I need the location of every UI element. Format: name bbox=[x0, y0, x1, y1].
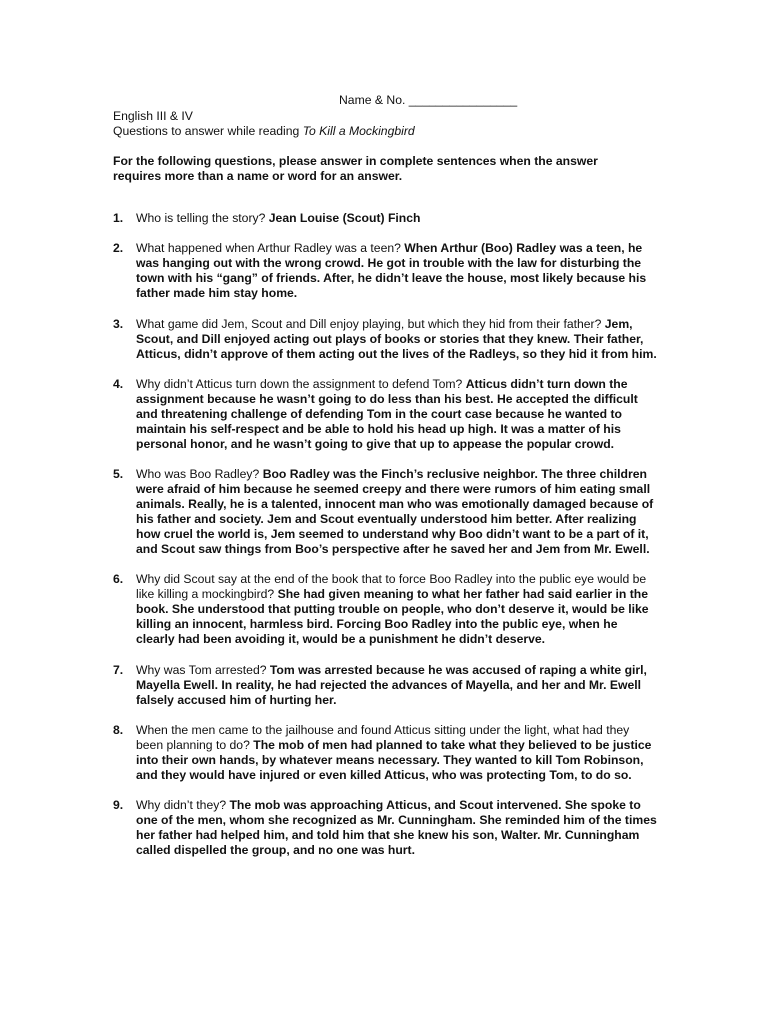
question-number: 1. bbox=[113, 211, 124, 225]
question-text: Who was Boo Radley? bbox=[136, 467, 263, 481]
answer-text: Boo Radley was the Finch’s reclusive neighbor. The three children were afraid of him because he seemed creepy and there were rumors of him eating small animals. Really, he is a talented, innocent man who was emotionally damaged because of his father and society. Jem and Scout eventually understood him better. After realizing how cruel the world is, Jem seemed to understand why Boo didn’t want to be a part of it, and Scout saw things from Boo’s perspective after he saved her and Jem from Mr. Ewell. bbox=[136, 467, 654, 556]
instructions: For the following questions, please answer in complete sentences when the answer requires more than a name or word for an answer. bbox=[113, 154, 598, 183]
question-number: 3. bbox=[113, 317, 124, 331]
answer-text: Atticus didn’t turn down the assignment because he wasn’t going to do less than his best. He accepted the difficult and threatening challenge of defending Tom in the court case because he wanted to maintain his self-respect and be able to hold his head up high. It was a matter of his personal honor, and he wasn’t going to give that up to appease the popular crowd. bbox=[136, 377, 638, 451]
subtitle-prefix: Questions to answer while reading bbox=[113, 124, 303, 138]
question-number: 4. bbox=[113, 377, 124, 391]
question-item-1 bbox=[113, 211, 658, 226]
question-number: 9. bbox=[113, 798, 124, 812]
answer-text: Jem, Scout, and Dill enjoyed acting out plays of books or stories that they knew. Their father, Atticus, didn’t approve of them acting out the lives of the Radleys, so they hid it from him. bbox=[136, 317, 657, 361]
question-item-6 bbox=[113, 572, 658, 647]
name-and-number-line: Name & No. ________________ bbox=[339, 93, 518, 107]
question-text: When the men came to the jailhouse and found Atticus sitting under the light, what had they been planning to do? bbox=[136, 723, 630, 752]
answer-text: The mob was approaching Atticus, and Scout intervened. She spoke to one of the men, whom she recognized as Mr. Cunningham. She reminded him of the times her father had helped him, and told him that she knew his son, Walter. Mr. Cunningham called dispelled the group, and no one was hurt. bbox=[136, 798, 657, 857]
book-title: To Kill a Mockingbird bbox=[302, 124, 415, 138]
question-item-8 bbox=[113, 723, 658, 783]
question-item-9 bbox=[113, 798, 658, 858]
course-title: English III & IV bbox=[113, 109, 193, 123]
question-item-4 bbox=[113, 377, 658, 452]
question-text: Why was Tom arrested? bbox=[136, 663, 270, 677]
question-item-5 bbox=[113, 467, 658, 557]
answer-text: The mob of men had planned to take what they believed to be justice into their own hands, by whatever means necessary. They wanted to kill Tom Robinson, and they would have injured or even killed Atticus, who was protecting Tom, to do so. bbox=[136, 738, 652, 782]
question-list bbox=[113, 211, 658, 858]
question-item-2 bbox=[113, 241, 658, 301]
answer-text: Tom was arrested because he was accused of raping a white girl, Mayella Ewell. In reality, he had rejected the advances of Mayella, and her and Mr. Ewell falsely accused him of hurting her. bbox=[136, 663, 647, 707]
question-number: 2. bbox=[113, 241, 124, 255]
question-text: What happened when Arthur Radley was a teen? bbox=[136, 241, 405, 255]
question-item-3 bbox=[113, 317, 658, 362]
question-number: 5. bbox=[113, 467, 124, 481]
assignment-subtitle bbox=[113, 124, 415, 139]
question-number: 8. bbox=[113, 723, 124, 737]
question-text: Who is telling the story? bbox=[136, 211, 269, 225]
question-text: What game did Jem, Scout and Dill enjoy playing, but which they hid from their father? bbox=[136, 317, 605, 331]
question-text: Why did Scout say at the end of the book that to force Boo Radley into the public eye would be like killing a mockingbird? bbox=[136, 572, 647, 601]
question-text: Why didn’t Atticus turn down the assignment to defend Tom? bbox=[136, 377, 466, 391]
question-item-7 bbox=[113, 663, 658, 708]
question-text: Why didn’t they? bbox=[136, 798, 230, 812]
answer-text: She had given meaning to what her father had said earlier in the book. She understood that putting trouble on people, who don’t deserve it, would be like killing an innocent, harmless bird. Forcing Boo Radley into the public eye, when he clearly had been avoiding it, would be a punishment he didn’t deserve. bbox=[136, 587, 649, 646]
answer-text: When Arthur (Boo) Radley was a teen, he was hanging out with the wrong crowd. He got in trouble with the law for disturbing the town with his “gang” of friends. After, he didn’t leave the house, most likely because his father made him stay home. bbox=[136, 241, 647, 300]
question-number: 6. bbox=[113, 572, 124, 586]
answer-text: Jean Louise (Scout) Finch bbox=[268, 211, 421, 225]
question-number: 7. bbox=[113, 663, 124, 677]
